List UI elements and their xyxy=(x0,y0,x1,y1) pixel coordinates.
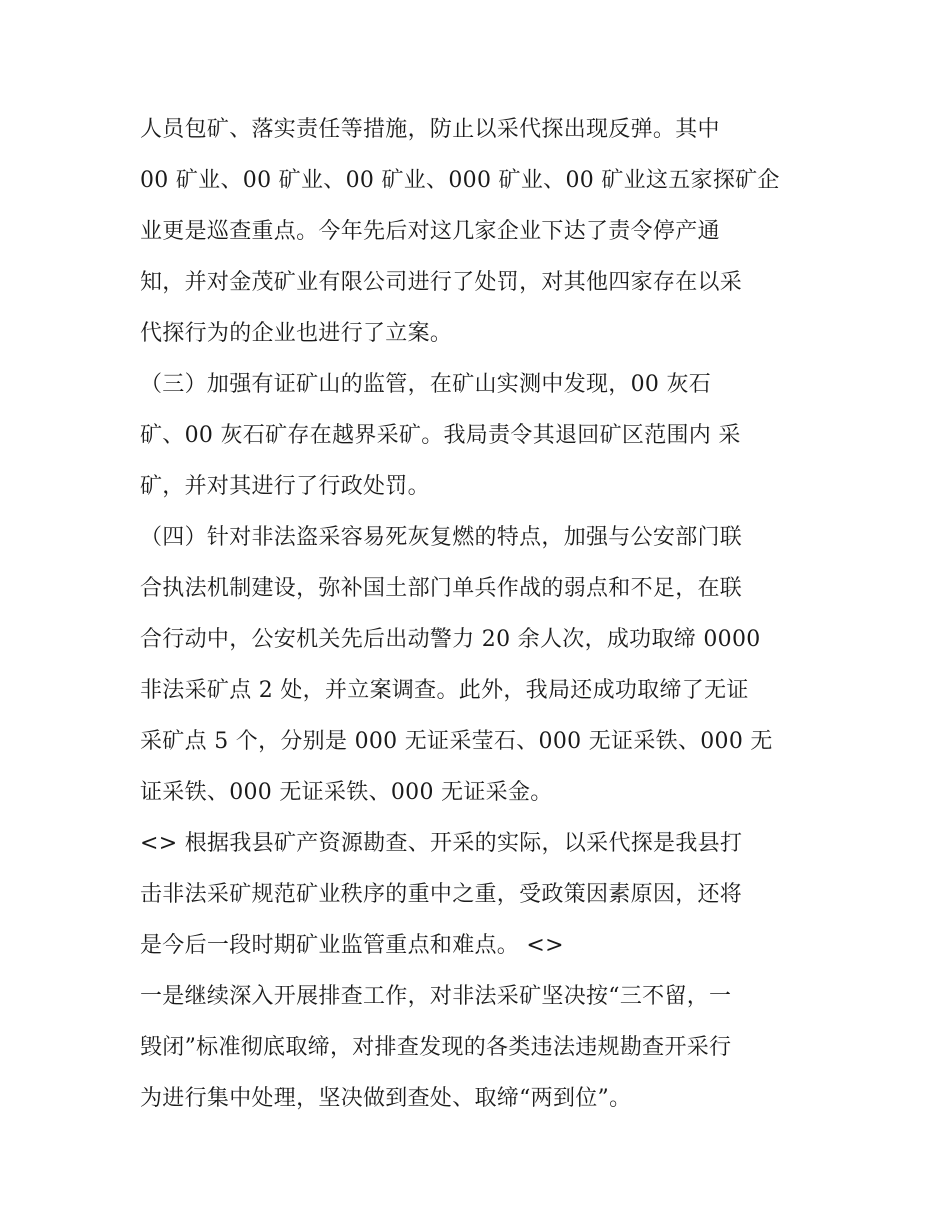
text-line: 一是继续深入开展排查工作，对非法采矿坚决按“三不留，一 xyxy=(140,984,732,1009)
text-line: 证采铁、000 无证采铁、000 无证采金。 xyxy=(140,780,553,805)
text-line: 是今后一段时期矿业监管重点和难点。 <> xyxy=(140,933,564,958)
text-line: 为进行集中处理，坚决做到查处、取缔“两到位”。 xyxy=(140,1086,632,1111)
text-line: 知，并对金茂矿业有限公司进行了处罚，对其他四家存在以采 xyxy=(140,270,743,295)
text-line: 毁闭”标准彻底取缔，对排查发现的各类违法违规勘查开采行 xyxy=(140,1035,732,1060)
text-line: （四）针对非法盗采容易死灰复燃的特点，加强与公安部门联 xyxy=(140,525,743,550)
text-line: 矿，并对其进行了行政处罚。 xyxy=(140,474,430,499)
text-line: 合行动中，公安机关先后出动警力 20 余人次，成功取缔 0000 xyxy=(140,627,761,652)
text-line: 非法采矿点 2 处，并立案调查。此外，我局还成功取缔了无证 xyxy=(140,678,749,703)
text-line: 00 矿业、00 矿业、00 矿业、000 矿业、00 矿业这五家探矿企 xyxy=(140,168,780,193)
text-line: 业更是巡查重点。今年先后对这几家企业下达了责令停产通 xyxy=(140,219,720,244)
text-line: 采矿点 5 个，分别是 000 无证采莹石、000 无证采铁、000 无 xyxy=(140,729,773,754)
text-line: 合执法机制建设，弥补国土部门单兵作战的弱点和不足，在联 xyxy=(140,576,743,601)
document-body xyxy=(140,110,840,1130)
text-line: 矿、00 灰石矿存在越界采矿。我局责令其退回矿区范围内 采 xyxy=(140,423,741,448)
text-line: <> 根据我县矿产资源勘查、开采的实际，以采代探是我县打 xyxy=(140,831,743,856)
text-line: （三）加强有证矿山的监管，在矿山实测中发现，00 灰石 xyxy=(140,372,712,397)
text-line: 代探行为的企业也进行了立案。 xyxy=(140,321,453,346)
text-line: 击非法采矿规范矿业秩序的重中之重，受政策因素原因，还将 xyxy=(140,882,743,907)
text-line: 人员包矿、落实责任等措施，防止以采代探出现反弹。其中 xyxy=(140,117,720,142)
